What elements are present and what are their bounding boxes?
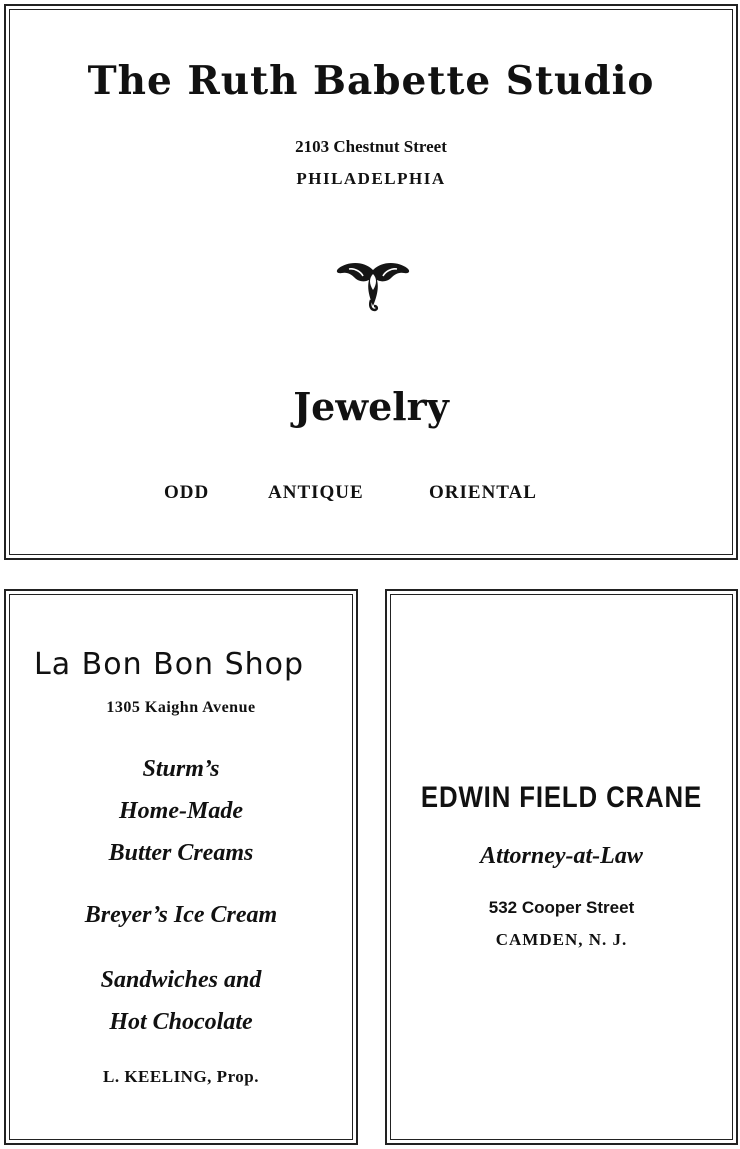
tagline-oriental: ORIENTAL [429, 482, 537, 503]
product-line: Sandwiches and [100, 967, 262, 993]
studio-title: The Ruth Babette Studio [87, 58, 655, 104]
shop-name: La Bon Bon Shop [34, 647, 305, 682]
attorney-street: 532 Cooper Street [488, 898, 635, 917]
product-line: Hot Chocolate [109, 1009, 253, 1035]
studio-address: 2103 Chestnut Street [295, 137, 447, 156]
attorney-advertisement [385, 589, 738, 1145]
product-line: Home-Made [119, 798, 243, 824]
attorney-city: CAMDEN, N. J. [495, 930, 628, 949]
bon-bon-shop-advertisement [4, 589, 358, 1145]
product-line: Butter Creams [108, 840, 254, 866]
attorney-title: Attorney-at-Law [480, 843, 643, 869]
studio-advertisement [4, 4, 738, 560]
tagline-antique: ANTIQUE [268, 482, 364, 503]
tagline-odd: ODD [164, 482, 210, 503]
shop-address: 1305 Kaighn Avenue [106, 699, 256, 716]
attorney-name: EDWIN FIELD CRANE [420, 781, 703, 814]
product-line: Breyer’s Ice Cream [84, 902, 278, 928]
floral-ornament-icon [333, 260, 413, 314]
jewelry-heading: Jewelry [293, 384, 449, 429]
studio-city: PHILADELPHIA [296, 169, 446, 188]
product-line: Sturm’s [142, 756, 220, 782]
proprietor-line: L. KEELING, Prop. [102, 1067, 260, 1086]
